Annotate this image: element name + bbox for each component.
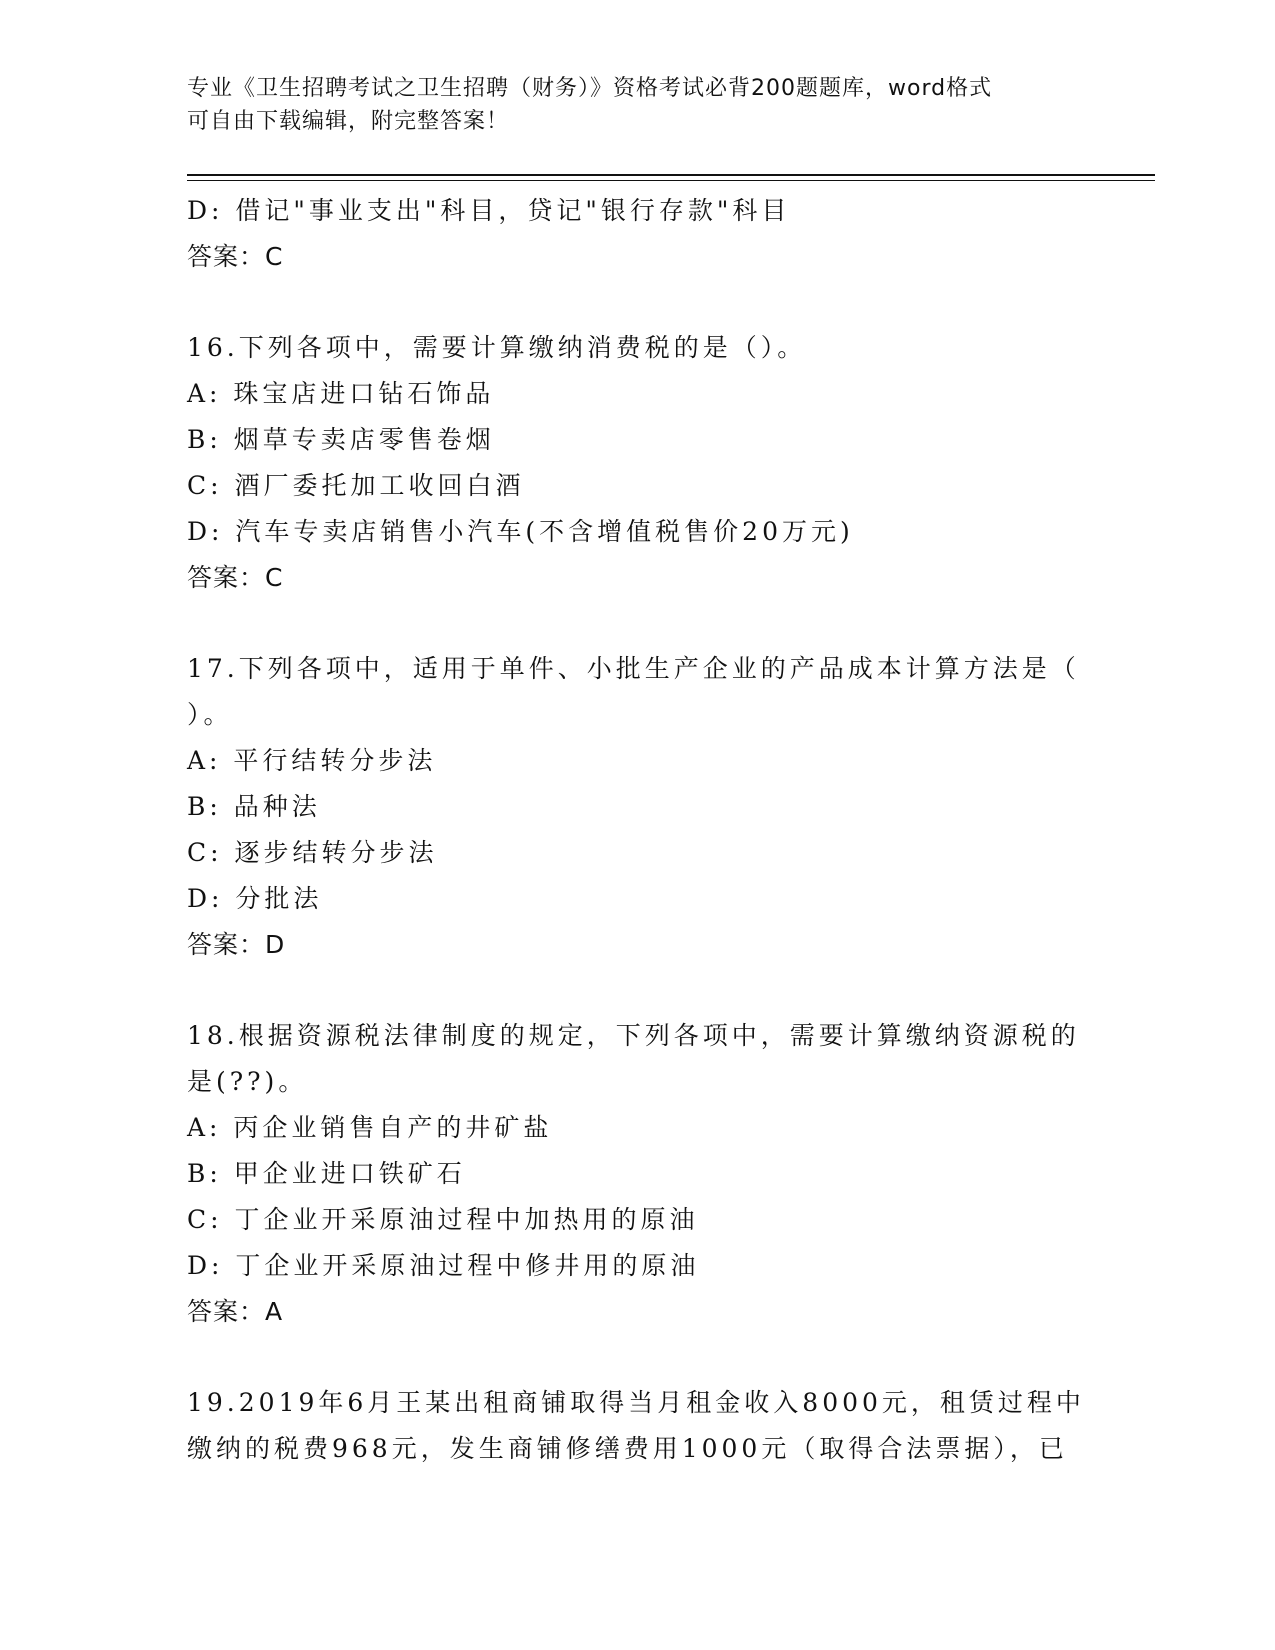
option-a: A: 珠宝店进口钻石饰品 (187, 379, 495, 408)
answer: 答案：D (187, 930, 286, 959)
option-d: D: 丁企业开采原油过程中修井用的原油 (187, 1251, 700, 1280)
option-a: A: 平行结转分步法 (187, 746, 437, 775)
answer: 答案：C (187, 563, 284, 592)
spacer (187, 1335, 1077, 1380)
header-divider-thick (187, 174, 1155, 176)
option-c: C: 酒厂委托加工收回白酒 (187, 471, 525, 500)
header-divider-thin (187, 180, 1155, 181)
question-stem-continued: ）。 (187, 700, 233, 729)
question-17 (187, 646, 1080, 968)
option-d: D: 借记"事业支出"科目，贷记"银行存款"科目 (187, 196, 791, 225)
spacer (187, 968, 1077, 1013)
option-b: B: 烟草专卖店零售卷烟 (187, 425, 495, 454)
question-19 (187, 1380, 1085, 1472)
header-line-2: 可自由下载编辑，附完整答案！ (187, 109, 510, 134)
answer: 答案：C (187, 242, 284, 271)
page-header (187, 72, 1067, 138)
question-16 (187, 325, 1077, 601)
question-stem-continued: 缴纳的税费968元，发生商铺修缮费用1000元（取得合法票据），已 (187, 1434, 1068, 1463)
option-b: B: 品种法 (187, 792, 321, 821)
question-list (187, 188, 1085, 1472)
question-stem: 19.2019年6月王某出租商铺取得当月租金收入8000元，租赁过程中 (187, 1388, 1085, 1417)
option-c: C: 丁企业开采原油过程中加热用的原油 (187, 1205, 699, 1234)
option-c: C: 逐步结转分步法 (187, 838, 438, 867)
option-d: D: 汽车专卖店销售小汽车(不含增值税售价20万元) (187, 517, 854, 546)
header-line-1: 专业《卫生招聘考试之卫生招聘（财务）》资格考试必背200题题库，word格式 (187, 76, 993, 101)
option-a: A: 丙企业销售自产的井矿盐 (187, 1113, 553, 1142)
answer: 答案：A (187, 1297, 284, 1326)
question-stem-continued: 是(??)。 (187, 1067, 308, 1096)
spacer (187, 280, 1077, 325)
option-b: B: 甲企业进口铁矿石 (187, 1159, 466, 1188)
question-stem: 18.根据资源税法律制度的规定，下列各项中，需要计算缴纳资源税的 (187, 1021, 1080, 1050)
option-d: D: 分批法 (187, 884, 323, 913)
question-18 (187, 1013, 1080, 1335)
question-15-tail (187, 188, 1077, 280)
spacer (187, 601, 1077, 646)
question-stem: 16.下列各项中，需要计算缴纳消费税的是（）。 (187, 333, 807, 362)
question-stem: 17.下列各项中，适用于单件、小批生产企业的产品成本计算方法是（ (187, 654, 1080, 683)
